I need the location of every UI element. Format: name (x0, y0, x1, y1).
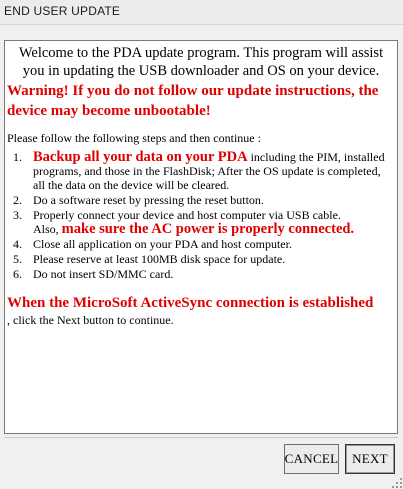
window-title: END USER UPDATE (4, 4, 121, 18)
step-text: including the PIM, installed programs, and those in the FlashDisk; After the OS update is completed, all the data on the device will be cleared. (33, 150, 385, 192)
step-4 (7, 237, 395, 251)
steps-list (7, 150, 395, 281)
instructions-content (7, 41, 395, 327)
next-button[interactable]: NEXT (345, 444, 395, 474)
resize-grip-icon[interactable] (392, 478, 402, 488)
step-1 (7, 150, 395, 192)
step-emphasis: Backup all your data on your PDA (33, 149, 248, 165)
step-number: 2. (13, 193, 22, 207)
step-also: Also, (33, 222, 62, 236)
step-emphasis: make sure the AC power is properly connected. (61, 221, 355, 237)
continue-text: , click the Next button to continue. (7, 313, 174, 327)
warning-text: Warning! If you do not follow our update instructions, the device may become unbootable! (7, 83, 379, 119)
step-3 (7, 208, 395, 236)
steps-intro: Please follow the following steps and then continue : (7, 131, 261, 145)
step-number: 4. (13, 237, 22, 251)
step-text: Close all application on your PDA and host computer. (33, 237, 292, 251)
step-number: 6. (13, 267, 22, 281)
welcome-text: Welcome to the PDA update program. This program will assist you in updating the USB downloader and OS on your device. (18, 45, 384, 79)
activesync-notice: When the MicroSoft ActiveSync connection is established (7, 295, 374, 311)
step-text: Properly connect your device and host computer via USB cable. (33, 208, 341, 222)
cancel-button[interactable]: CANCEL (284, 444, 339, 474)
step-number: 1. (13, 150, 22, 164)
footer-divider (4, 437, 398, 438)
step-text: Please reserve at least 100MB disk space for update. (33, 252, 286, 266)
step-number: 3. (13, 208, 22, 222)
step-text: Do not insert SD/MMC card. (33, 267, 174, 281)
step-5 (7, 252, 395, 266)
title-bar (0, 0, 403, 25)
step-number: 5. (13, 252, 22, 266)
step-text: Do a software reset by pressing the reset button. (33, 193, 264, 207)
step-2 (7, 193, 395, 207)
step-6 (7, 267, 395, 281)
instructions-panel (4, 40, 398, 434)
